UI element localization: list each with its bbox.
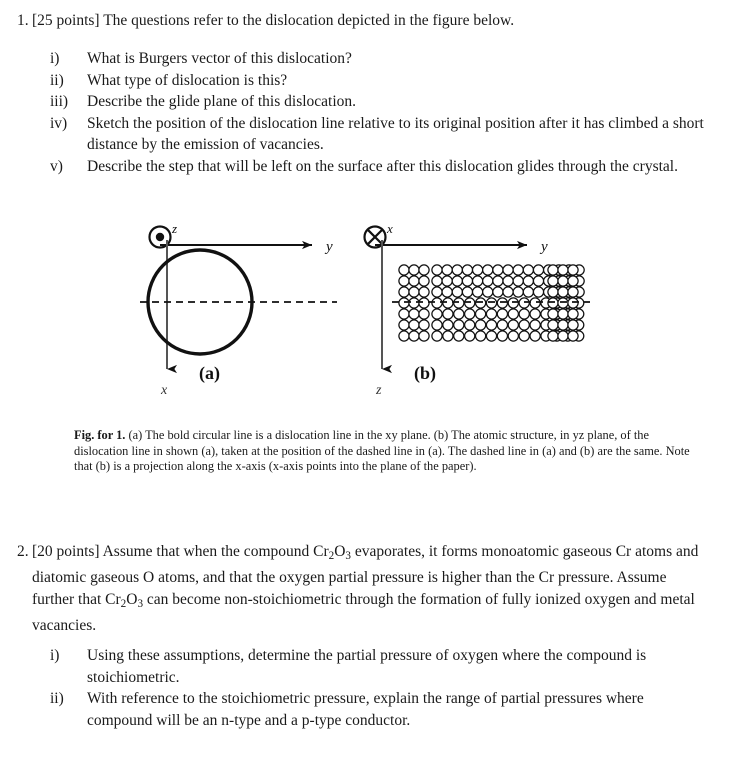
lattice-atom bbox=[476, 298, 486, 308]
lattice-atom bbox=[497, 320, 507, 330]
subitem-text: What is Burgers vector of this dislocation? bbox=[87, 50, 352, 67]
lattice-atom bbox=[443, 298, 453, 308]
lattice-atom bbox=[493, 265, 503, 275]
subitem-marker: iv) bbox=[50, 114, 68, 132]
problem-2 bbox=[0, 541, 752, 637]
subitem-text: With reference to the stoichiometric pressure, explain the range of partial pressures where compound will be an n-type and a p-type conductor. bbox=[87, 690, 644, 729]
lattice-atom bbox=[558, 276, 568, 286]
lattice-atom bbox=[508, 309, 518, 319]
figure-panel-a bbox=[140, 221, 337, 398]
lattice-atom bbox=[568, 309, 578, 319]
problem-1 bbox=[0, 10, 752, 32]
panel-b-y-axis-label: y bbox=[541, 239, 548, 255]
lattice-atom bbox=[399, 320, 409, 330]
lattice-atom bbox=[476, 320, 486, 330]
lattice-atom bbox=[409, 287, 419, 297]
problem-2-text-part-5: can become non-stoichiometric through the formation of fully ionized oxygen and metal vacancies. bbox=[32, 590, 695, 635]
lattice-atom bbox=[476, 309, 486, 319]
lattice-atom bbox=[473, 287, 483, 297]
lattice-atom bbox=[530, 320, 540, 330]
lattice-atom bbox=[399, 309, 409, 319]
problem-2-subscript-2: 3 bbox=[345, 549, 351, 562]
lattice-atom bbox=[432, 320, 442, 330]
lattice-atom bbox=[452, 265, 462, 275]
panel-b-z-axis-label: z bbox=[376, 383, 382, 398]
subitem-marker: i) bbox=[50, 50, 60, 67]
lattice-atom bbox=[432, 287, 442, 297]
lattice-atom bbox=[419, 331, 429, 341]
lattice-atom bbox=[432, 331, 442, 341]
lattice-atom bbox=[533, 287, 543, 297]
subitem-marker: ii) bbox=[50, 71, 64, 89]
problem-2-subitem bbox=[0, 688, 752, 731]
subitem-text: Sketch the position of the dislocation line relative to its original position after it has climbed a short distance by the emission of vacancies. bbox=[87, 114, 704, 153]
problem-2-subscript-3: 2 bbox=[120, 597, 127, 610]
lattice-atom bbox=[503, 276, 513, 286]
lattice-atom bbox=[523, 287, 533, 297]
lattice-atom bbox=[503, 287, 513, 297]
lattice-atom bbox=[548, 265, 558, 275]
lattice-atom bbox=[548, 320, 558, 330]
lattice-atom bbox=[483, 287, 493, 297]
figure-caption-body: (a) The bold circular line is a dislocation line in the xy plane. (b) The atomic structure, in yz plane, of the dislocation line in shown (a), taken at the position of the dashed line in (a). The dashed line in (a) and (b) are the same. Note that (b) is a projection along the x-axis (x-axis points into the plane of the paper). bbox=[74, 428, 690, 474]
lattice-atom bbox=[519, 331, 529, 341]
lattice-atom bbox=[548, 287, 558, 297]
lattice-atom bbox=[432, 298, 442, 308]
panel-b-label: (b) bbox=[414, 363, 436, 383]
lattice-atom bbox=[473, 265, 483, 275]
problem-1-intro-text: [25 points] The questions refer to the dislocation depicted in the figure below. bbox=[32, 12, 515, 29]
lattice-atom bbox=[465, 298, 475, 308]
lattice-atom bbox=[533, 265, 543, 275]
lattice-atom bbox=[465, 331, 475, 341]
figure-caption-prefix: Fig. for 1. bbox=[74, 428, 126, 442]
lattice-atom bbox=[533, 276, 543, 286]
subitem-marker: ii) bbox=[50, 690, 64, 707]
problem-1-number: 1. bbox=[17, 12, 29, 29]
lattice-atom bbox=[419, 287, 429, 297]
problem-2-subitem bbox=[0, 645, 752, 688]
atomic-lattice bbox=[399, 265, 584, 341]
lattice-atom bbox=[399, 298, 409, 308]
lattice-atom bbox=[454, 331, 464, 341]
lattice-atom bbox=[523, 276, 533, 286]
lattice-atom bbox=[409, 298, 419, 308]
problem-2-intro-text bbox=[32, 541, 752, 637]
panel-a-origin-axis-label: z bbox=[172, 221, 178, 236]
lattice-atom bbox=[473, 276, 483, 286]
problem-1-subitem bbox=[0, 113, 752, 156]
lattice-atom bbox=[454, 320, 464, 330]
problem-2-subscript-1: 2 bbox=[328, 549, 335, 562]
lattice-atom bbox=[568, 265, 578, 275]
subitem-marker: iii) bbox=[50, 93, 69, 110]
problem-2-text-part-4: O bbox=[126, 590, 138, 608]
lattice-atom bbox=[558, 331, 568, 341]
subitem-text: Using these assumptions, determine the partial pressure of oxygen where the compound is stoichiometric. bbox=[87, 647, 647, 686]
lattice-atom bbox=[493, 287, 503, 297]
lattice-atom bbox=[452, 287, 462, 297]
problem-1-subitem bbox=[0, 156, 752, 178]
lattice-atom bbox=[497, 298, 507, 308]
lattice-atom bbox=[513, 265, 523, 275]
problem-2-intro-row bbox=[0, 541, 752, 637]
lattice-atom bbox=[462, 276, 472, 286]
panel-a-y-axis-label: y bbox=[326, 239, 333, 255]
lattice-atom bbox=[432, 309, 442, 319]
figure-caption bbox=[74, 428, 690, 475]
lattice-atom bbox=[486, 309, 496, 319]
lattice-atom bbox=[493, 276, 503, 286]
lattice-atom bbox=[519, 320, 529, 330]
lattice-atom bbox=[558, 265, 568, 275]
lattice-atom bbox=[419, 276, 429, 286]
lattice-atom bbox=[442, 265, 452, 275]
lattice-atom bbox=[399, 265, 409, 275]
lattice-atom bbox=[452, 276, 462, 286]
problem-2-subscript-4: 3 bbox=[137, 597, 144, 610]
lattice-atom bbox=[558, 287, 568, 297]
problem-1-subitem-list bbox=[0, 48, 752, 177]
panel-a-x-axis-label: x bbox=[161, 383, 168, 398]
lattice-atom bbox=[419, 298, 429, 308]
lattice-atom bbox=[432, 276, 442, 286]
lattice-atom bbox=[399, 287, 409, 297]
figure-panel-b bbox=[365, 221, 591, 398]
lattice-atom bbox=[476, 331, 486, 341]
subitem-text: Describe the glide plane of this dislocation. bbox=[87, 93, 357, 110]
lattice-atom bbox=[419, 320, 429, 330]
lattice-atom bbox=[409, 276, 419, 286]
lattice-atom bbox=[519, 298, 529, 308]
lattice-atom bbox=[497, 309, 507, 319]
lattice-atom bbox=[442, 287, 452, 297]
panel-a-label: (a) bbox=[199, 363, 220, 383]
figure-for-problem-1 bbox=[0, 206, 752, 411]
lattice-atom bbox=[530, 298, 540, 308]
problem-1-subitem bbox=[0, 70, 752, 92]
lattice-atom bbox=[530, 331, 540, 341]
lattice-atom bbox=[409, 331, 419, 341]
lattice-atom bbox=[530, 309, 540, 319]
lattice-atom bbox=[419, 265, 429, 275]
lattice-atom bbox=[462, 287, 472, 297]
lattice-atom bbox=[486, 298, 496, 308]
lattice-atom bbox=[419, 309, 429, 319]
lattice-atom bbox=[558, 320, 568, 330]
lattice-atom bbox=[548, 309, 558, 319]
lattice-atom bbox=[548, 298, 558, 308]
lattice-atom bbox=[519, 309, 529, 319]
problem-2-text-part-2: O bbox=[334, 543, 346, 560]
lattice-atom bbox=[503, 265, 513, 275]
lattice-atom bbox=[442, 276, 452, 286]
lattice-atom bbox=[465, 309, 475, 319]
problem-2-number: 2. bbox=[17, 543, 29, 560]
lattice-atom bbox=[443, 320, 453, 330]
lattice-atom bbox=[409, 265, 419, 275]
lattice-atom bbox=[399, 276, 409, 286]
problem-2-subitem-list bbox=[0, 645, 752, 731]
lattice-atom bbox=[558, 298, 568, 308]
lattice-atom bbox=[568, 331, 578, 341]
lattice-atom bbox=[508, 331, 518, 341]
lattice-atom bbox=[568, 320, 578, 330]
subitem-marker: i) bbox=[50, 647, 60, 664]
lattice-atom bbox=[513, 276, 523, 286]
lattice-atom bbox=[558, 309, 568, 319]
problem-1-subitem bbox=[0, 48, 752, 70]
lattice-atom bbox=[483, 276, 493, 286]
lattice-atom bbox=[486, 331, 496, 341]
lattice-atom bbox=[486, 320, 496, 330]
panel-b-origin-axis-label: x bbox=[387, 221, 393, 236]
lattice-atom bbox=[508, 320, 518, 330]
lattice-atom bbox=[409, 320, 419, 330]
lattice-atom bbox=[523, 265, 533, 275]
problem-1-subitem bbox=[0, 91, 752, 113]
lattice-atom bbox=[409, 309, 419, 319]
problem-2-text-part-3: evaporates, it forms monoatomic gaseous Cr atoms and diatomic gaseous O atoms, and that the oxygen partial pressure is higher than the Cr pressure. Assume further that Cr bbox=[32, 543, 699, 608]
lattice-atom bbox=[568, 276, 578, 286]
lattice-atom bbox=[568, 287, 578, 297]
lattice-atom bbox=[497, 331, 507, 341]
lattice-atom bbox=[568, 298, 578, 308]
lattice-atom bbox=[443, 331, 453, 341]
lattice-atom bbox=[432, 265, 442, 275]
lattice-atom bbox=[465, 320, 475, 330]
subitem-text: Describe the step that will be left on the surface after this dislocation glides through the crystal. bbox=[87, 157, 678, 175]
lattice-atom bbox=[462, 265, 472, 275]
lattice-atom bbox=[513, 287, 523, 297]
lattice-atom bbox=[508, 298, 518, 308]
lattice-atom bbox=[443, 309, 453, 319]
subitem-marker: v) bbox=[50, 157, 63, 175]
lattice-atom bbox=[399, 331, 409, 341]
lattice-atom bbox=[548, 276, 558, 286]
lattice-atom bbox=[454, 309, 464, 319]
lattice-atom bbox=[454, 298, 464, 308]
problem-2-text-part-1: [20 points] Assume that when the compound Cr bbox=[32, 543, 329, 560]
subitem-text: What type of dislocation is this? bbox=[87, 71, 288, 89]
lattice-atom bbox=[483, 265, 493, 275]
lattice-atom bbox=[548, 331, 558, 341]
problem-1-intro-row bbox=[0, 10, 752, 32]
